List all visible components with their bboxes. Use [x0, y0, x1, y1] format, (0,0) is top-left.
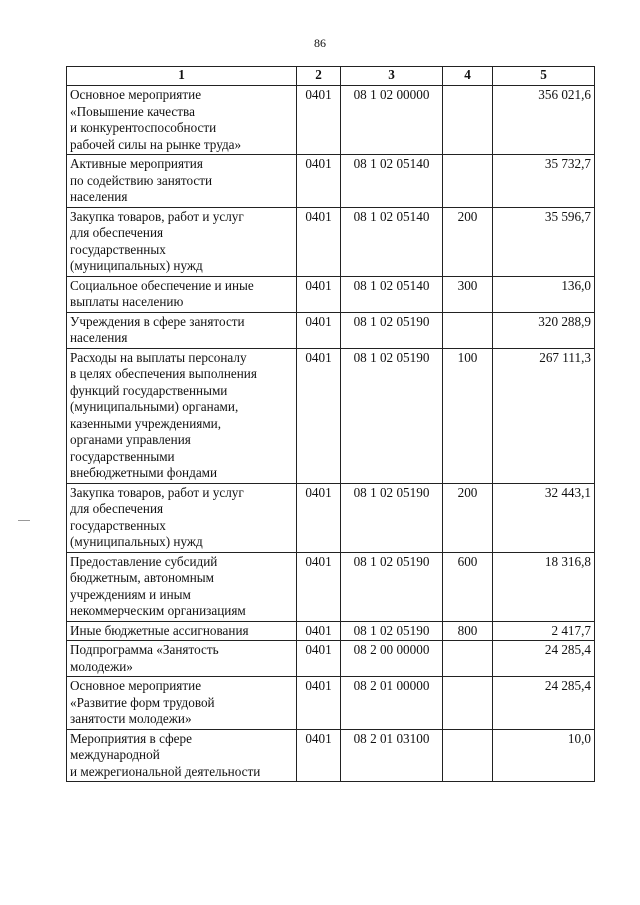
- cell-name: Основное мероприятие «Повышение качества и конкурентоспособности рабочей силы на рынке труда»: [67, 86, 297, 155]
- table-row: [67, 677, 595, 730]
- cell-amount: 356 021,6: [493, 86, 595, 155]
- page-number: 86: [314, 36, 326, 50]
- cell-code: 0401: [297, 276, 341, 312]
- cell-target: 08 1 02 05140: [341, 276, 443, 312]
- cell-code: 0401: [297, 207, 341, 276]
- margin-mark: [18, 520, 30, 521]
- cell-amount: 35 596,7: [493, 207, 595, 276]
- table-row: [67, 552, 595, 621]
- cell-target: 08 1 02 05140: [341, 207, 443, 276]
- cell-amount: 267 111,3: [493, 348, 595, 483]
- cell-name: Предоставление субсидий бюджетным, автономным учреждениям и иным некоммерческим организациям: [67, 552, 297, 621]
- cell-name: Закупка товаров, работ и услуг для обеспечения государственных (муниципальных) нужд: [67, 483, 297, 552]
- cell-type: [443, 729, 493, 782]
- budget-table: [66, 66, 595, 782]
- cell-name: Расходы на выплаты персоналу в целях обеспечения выполнения функций государственными (муниципальными) органами, казенными учреждениями, органами управления государственными внебюджетными фондами: [67, 348, 297, 483]
- table-row: [67, 86, 595, 155]
- cell-type: 800: [443, 621, 493, 641]
- cell-type: 300: [443, 276, 493, 312]
- cell-code: 0401: [297, 155, 341, 208]
- cell-name: Иные бюджетные ассигнования: [67, 621, 297, 641]
- cell-name: Закупка товаров, работ и услуг для обеспечения государственных (муниципальных) нужд: [67, 207, 297, 276]
- cell-code: 0401: [297, 621, 341, 641]
- cell-amount: 24 285,4: [493, 641, 595, 677]
- cell-amount: 24 285,4: [493, 677, 595, 730]
- table-row: [67, 729, 595, 782]
- cell-type: [443, 677, 493, 730]
- table-row: [67, 483, 595, 552]
- table-row: [67, 155, 595, 208]
- cell-target: 08 2 01 00000: [341, 677, 443, 730]
- cell-target: 08 1 02 05140: [341, 155, 443, 208]
- table-row: [67, 207, 595, 276]
- cell-amount: 2 417,7: [493, 621, 595, 641]
- cell-type: 200: [443, 207, 493, 276]
- cell-code: 0401: [297, 641, 341, 677]
- cell-target: 08 2 01 03100: [341, 729, 443, 782]
- cell-type: 600: [443, 552, 493, 621]
- cell-name: Активные мероприятия по содействию занятости населения: [67, 155, 297, 208]
- header-row: [67, 67, 595, 86]
- cell-code: 0401: [297, 312, 341, 348]
- table-row: [67, 621, 595, 641]
- cell-code: 0401: [297, 348, 341, 483]
- cell-amount: 18 316,8: [493, 552, 595, 621]
- cell-type: [443, 86, 493, 155]
- cell-target: 08 1 02 05190: [341, 348, 443, 483]
- table-row: [67, 312, 595, 348]
- cell-amount: 320 288,9: [493, 312, 595, 348]
- cell-code: 0401: [297, 483, 341, 552]
- table-row: [67, 348, 595, 483]
- cell-target: 08 1 02 05190: [341, 621, 443, 641]
- cell-name: Социальное обеспечение и иные выплаты населению: [67, 276, 297, 312]
- cell-code: 0401: [297, 729, 341, 782]
- cell-amount: 136,0: [493, 276, 595, 312]
- cell-type: [443, 312, 493, 348]
- cell-amount: 10,0: [493, 729, 595, 782]
- cell-type: [443, 155, 493, 208]
- table-row: [67, 276, 595, 312]
- cell-name: Мероприятия в сфере международной и межрегиональной деятельности: [67, 729, 297, 782]
- cell-type: 200: [443, 483, 493, 552]
- cell-type: 100: [443, 348, 493, 483]
- cell-name: Учреждения в сфере занятости населения: [67, 312, 297, 348]
- header-cell-4: 4: [443, 67, 493, 86]
- header-cell-2: 2: [297, 67, 341, 86]
- cell-code: 0401: [297, 86, 341, 155]
- cell-code: 0401: [297, 552, 341, 621]
- cell-name: Основное мероприятие «Развитие форм трудовой занятости молодежи»: [67, 677, 297, 730]
- cell-amount: 32 443,1: [493, 483, 595, 552]
- header-cell-5: 5: [493, 67, 595, 86]
- cell-target: 08 1 02 05190: [341, 552, 443, 621]
- cell-amount: 35 732,7: [493, 155, 595, 208]
- cell-target: 08 1 02 00000: [341, 86, 443, 155]
- cell-target: 08 2 00 00000: [341, 641, 443, 677]
- cell-target: 08 1 02 05190: [341, 312, 443, 348]
- header-cell-1: 1: [67, 67, 297, 86]
- table-row: [67, 641, 595, 677]
- cell-name: Подпрограмма «Занятость молодежи»: [67, 641, 297, 677]
- header-cell-3: 3: [341, 67, 443, 86]
- cell-target: 08 1 02 05190: [341, 483, 443, 552]
- cell-type: [443, 641, 493, 677]
- cell-code: 0401: [297, 677, 341, 730]
